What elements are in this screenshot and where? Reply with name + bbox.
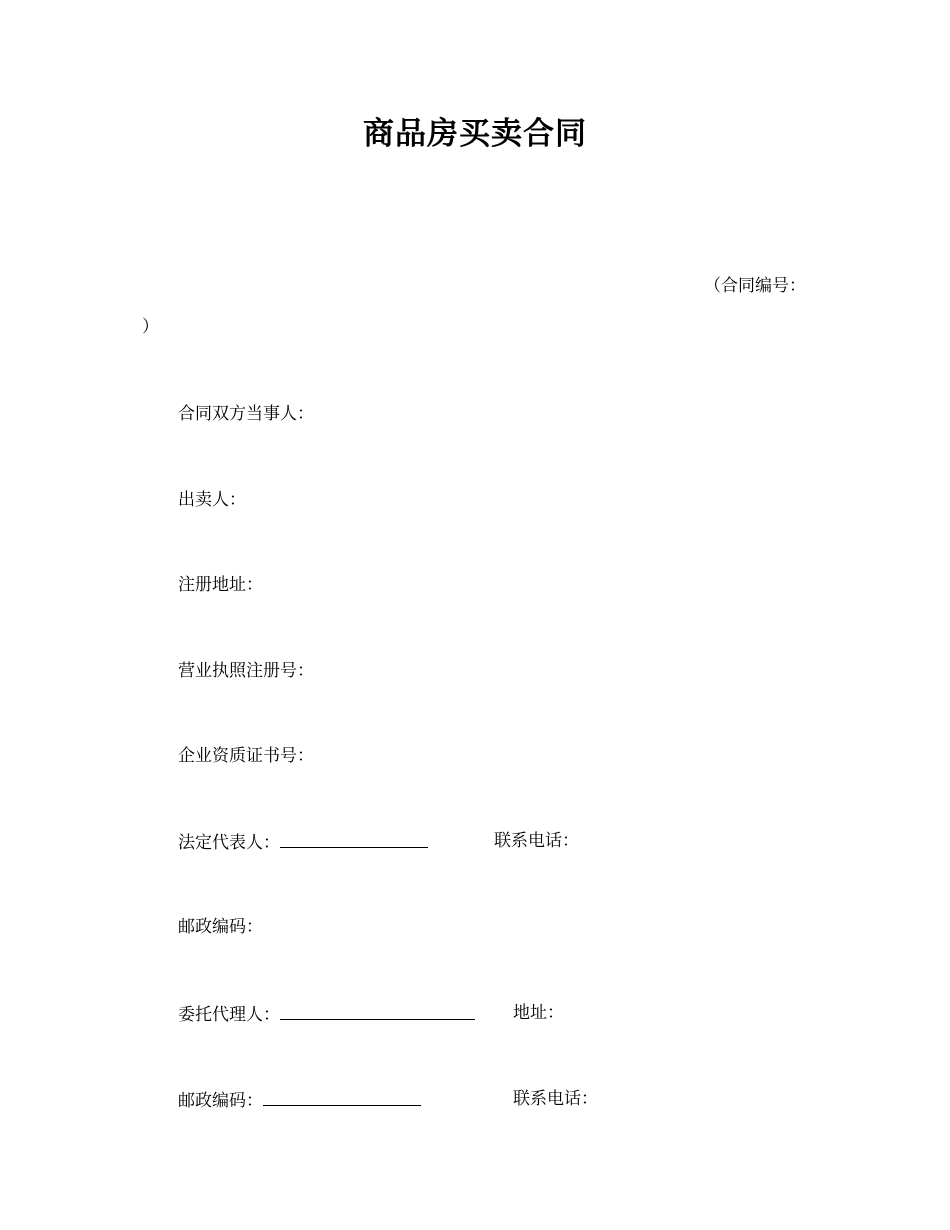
business-license-label: 营业执照注册号： [178,661,314,681]
seller-label: 出卖人： [178,490,246,510]
legal-rep-phone-label: 联系电话： [494,831,579,851]
registered-address-label: 注册地址： [178,575,263,595]
parties-heading: 合同双方当事人： [178,404,314,424]
contract-number-label: （合同编号： [704,276,806,296]
agent-label: 委托代理人： [178,1005,280,1025]
legal-rep-blank[interactable] [280,829,428,848]
agent-phone-label: 联系电话： [513,1089,598,1109]
document-title: 商品房买卖合同 [363,116,587,152]
postal-code-label-2: 邮政编码： [178,1091,263,1111]
postal-code-label-1: 邮政编码： [178,917,263,937]
postal-code-row-2 [178,1087,421,1113]
contract-number-close: ） [142,317,159,337]
legal-rep-label: 法定代表人： [178,833,280,853]
agent-blank[interactable] [280,1001,475,1020]
agent-address-label: 地址： [513,1003,564,1023]
agent-row [178,1001,475,1027]
legal-rep-row [178,829,428,855]
qualification-cert-label: 企业资质证书号： [178,746,314,766]
postal-code-blank-2[interactable] [263,1087,421,1106]
